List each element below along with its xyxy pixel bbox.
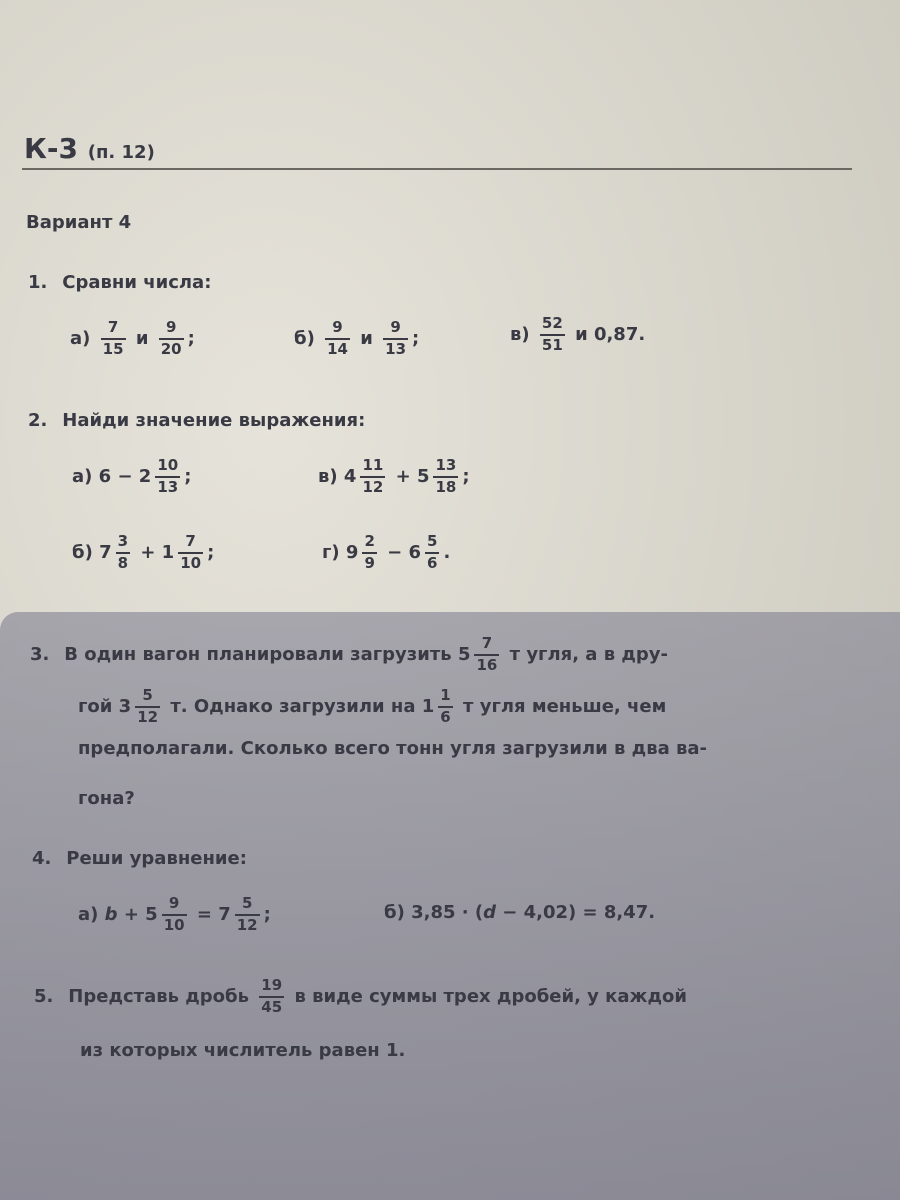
task3-line-1 — [30, 636, 668, 674]
fraction — [383, 320, 408, 358]
variable: d — [483, 902, 496, 923]
fraction — [360, 458, 385, 496]
denominator: 10 — [180, 553, 202, 572]
conjunction: и — [360, 327, 373, 349]
fraction — [178, 534, 203, 572]
item-label: б) — [384, 902, 405, 923]
expression-part: 3,85 · ( — [411, 902, 484, 923]
numerator: 5 — [427, 532, 438, 550]
task5-line-2: из которых числитель равен 1. — [80, 1040, 406, 1061]
denominator: 9 — [364, 553, 375, 572]
denominator: 15 — [102, 339, 124, 358]
whole-part: 7 — [99, 541, 112, 563]
punctuation: ; — [412, 327, 420, 349]
fraction — [362, 534, 376, 572]
task5-text: в виде суммы трех дробей, у каждой — [294, 985, 687, 1007]
denominator: 20 — [160, 339, 182, 358]
task3-text: гой 3 — [78, 695, 132, 717]
numerator: 52 — [541, 314, 563, 332]
item-label: б) — [294, 327, 315, 349]
worksheet-code: К-3 — [24, 132, 78, 165]
task2-heading — [28, 410, 365, 431]
numerator: 10 — [157, 456, 179, 474]
item-label: в) — [510, 323, 530, 345]
punctuation: ; — [184, 465, 192, 487]
fraction — [162, 896, 187, 934]
denominator: 12 — [137, 707, 159, 726]
denominator: 13 — [157, 477, 179, 496]
denominator: 14 — [327, 339, 348, 358]
task1-item-c — [510, 316, 645, 354]
fraction — [425, 534, 439, 572]
punctuation: ; — [263, 903, 271, 925]
numerator: 5 — [142, 686, 153, 704]
whole-part: 9 — [345, 541, 359, 563]
fraction — [101, 320, 126, 358]
denominator: 12 — [236, 915, 258, 934]
task2-item-v — [318, 458, 470, 496]
task2-item-g — [322, 534, 450, 572]
fraction — [540, 316, 565, 354]
numerator: 3 — [117, 532, 129, 550]
numerator: 11 — [362, 456, 384, 474]
variant-label: Вариант 4 — [26, 212, 132, 233]
variable: b — [104, 903, 118, 925]
task5-line-1 — [34, 978, 687, 1016]
item-label: в) — [318, 465, 338, 487]
task5-number: 5. — [34, 985, 54, 1007]
task2-title: Найди значение выражения: — [62, 410, 366, 431]
punctuation: . — [443, 541, 451, 563]
task2-number: 2. — [28, 410, 48, 431]
expression-part: 6 − 2 — [98, 465, 152, 487]
denominator: 13 — [385, 339, 407, 358]
punctuation: ; — [207, 541, 215, 563]
denominator: 10 — [163, 915, 185, 934]
fraction — [325, 320, 350, 358]
numerator: 13 — [435, 456, 457, 474]
task3-text: т. Однако загрузили на 1 — [170, 695, 435, 717]
numerator: 9 — [165, 318, 177, 336]
expression-part: − 6 — [387, 541, 422, 563]
task3-text: т угля меньше, чем — [463, 695, 667, 717]
item-label: б) — [72, 541, 93, 563]
worksheet-section: (п. 12) — [87, 142, 155, 163]
expression-part: + 5 — [395, 465, 430, 487]
fraction — [259, 978, 284, 1016]
fraction — [433, 458, 458, 496]
numerator: 7 — [481, 634, 493, 652]
expression-part: + 1 — [140, 541, 175, 563]
punctuation: ; — [462, 465, 470, 487]
task4-number: 4. — [32, 848, 52, 869]
item-label: г) — [322, 541, 340, 563]
fraction — [235, 896, 260, 934]
punctuation: ; — [187, 327, 195, 349]
item-label: а) — [70, 327, 91, 349]
fraction — [159, 320, 184, 358]
whole-part: 4 — [343, 465, 357, 487]
item-text: и 0,87. — [575, 323, 646, 345]
numerator: 9 — [168, 894, 180, 912]
fraction — [155, 458, 180, 496]
worksheet-header — [24, 132, 155, 165]
denominator: 51 — [541, 335, 563, 354]
item-label: а) — [72, 465, 93, 487]
task3-line-2 — [78, 688, 666, 726]
task2-item-b — [72, 534, 214, 572]
numerator: 1 — [440, 686, 451, 704]
task3-number: 3. — [30, 643, 50, 665]
task1-heading — [28, 272, 211, 293]
task1-item-b — [294, 320, 419, 358]
numerator: 19 — [261, 976, 283, 994]
fraction — [135, 688, 160, 726]
denominator: 12 — [362, 477, 384, 496]
numerator: 7 — [185, 532, 196, 550]
expression-part: + 5 — [123, 903, 158, 925]
task3-line-4: гона? — [78, 788, 135, 809]
task1-title: Сравни числа: — [62, 272, 212, 293]
expression-part: − 4,02) = 8,47. — [502, 902, 656, 923]
conjunction: и — [135, 327, 149, 349]
task3-text: т угля, а в дру- — [509, 643, 669, 665]
fraction — [438, 688, 452, 726]
task4-heading — [32, 848, 247, 869]
denominator: 6 — [427, 553, 438, 572]
denominator: 6 — [440, 707, 451, 726]
numerator: 2 — [364, 532, 375, 550]
numerator: 9 — [390, 318, 401, 336]
task1-item-a — [70, 320, 195, 358]
numerator: 7 — [107, 318, 119, 336]
numerator: 9 — [332, 318, 343, 336]
denominator: 16 — [476, 655, 498, 674]
task2-item-a — [72, 458, 191, 496]
task4-item-a — [78, 896, 271, 934]
numerator: 5 — [241, 894, 253, 912]
task3-text: В один вагон планировали загрузить 5 — [64, 643, 471, 665]
task4-title: Реши уравнение: — [66, 848, 247, 869]
fraction — [474, 636, 499, 674]
task1-number: 1. — [28, 272, 48, 293]
denominator: 18 — [435, 477, 457, 496]
task5-text: Представь дробь — [68, 985, 250, 1007]
task3-line-3: предполагали. Сколько всего тонн угля загрузили в два ва- — [78, 738, 708, 759]
expression-part: = 7 — [196, 903, 231, 925]
item-label: а) — [78, 903, 99, 925]
denominator: 8 — [117, 553, 129, 572]
task4-item-b — [384, 902, 655, 923]
header-rule — [22, 168, 852, 170]
denominator: 45 — [261, 997, 283, 1016]
fraction — [116, 534, 130, 572]
